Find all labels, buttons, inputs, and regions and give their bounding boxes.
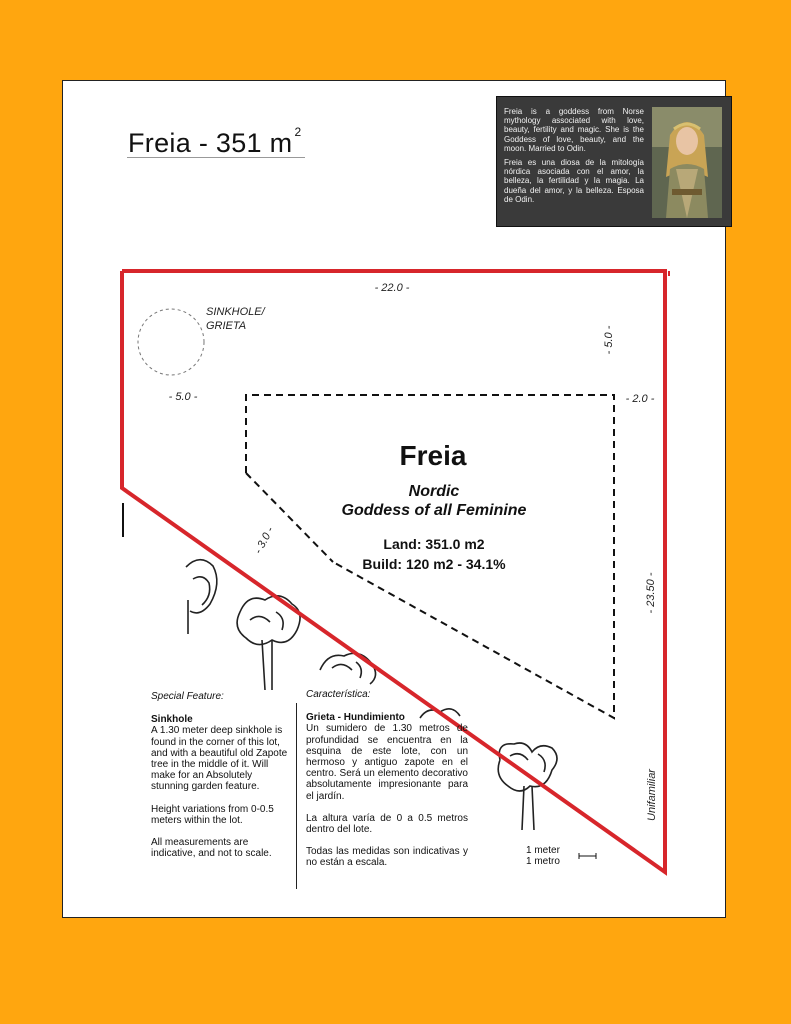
title-superscript: 2 [294,125,302,139]
title-text: Freia - 351 m [128,128,293,158]
notes-en-p3: All measurements are indicative, and not to scale. [151,837,272,860]
right-offset-label: - 2.0 - [625,393,655,405]
notes-en-p1: A 1.30 meter deep sinkhole is found in the corner of this lot, and with a beautiful old Zapote tree in the middle of it. Will make for an Absolutely stunning garden feature. [151,725,288,793]
sinkhole-circle [138,309,204,375]
scale-label [526,845,560,867]
notes-es-p2: La altura varía de 0 a 0.5 metros dentro del lote. [306,812,468,836]
info-text-es: Freia es una diosa de la mitología nórdica asociada con el amor, la belleza, la fertilidad y la magia. La dueña del amor, y la belleza. Esposa de Odin. [504,158,644,204]
land-area: Land: 351.0 m2 [383,536,485,552]
scale-label-en: 1 meter [526,845,560,856]
right-dimension-label: - 23.50 - [645,572,657,614]
notes-es-p1: Un sumidero de 1.30 metros de profundidad se encuentra en la esquina de este lote, con un hermoso y antiguo zapote en el centro. Será un elemento decorativo absolutamente impresionante para el jardín. [306,723,468,802]
info-text-en: Freia is a goddess from Norse mythology associated with love, beauty, fertility and magic. She is the Goddess of love, beauty, and the moon. Married to Odin. [504,107,644,153]
tree-sketch-2 [237,596,300,690]
notes-en-subheading: Sinkhole [151,714,193,726]
top-dimension-label: - 22.0 - [374,282,410,294]
notes-en-heading: Special Feature: [151,691,224,702]
build-area: Build: 120 m2 - 34.1% [362,556,506,572]
notes-spanish [306,689,468,880]
house-subtitle-2: Goddess of all Feminine [341,502,527,519]
left-offset-label: - 5.0 - [168,391,198,403]
notes-en-p2: Height variations from 0-0.5 meters within the lot. [151,803,274,826]
notes-english [151,691,291,870]
side-label: Unifamiliar [646,769,658,821]
notes-es-heading: Característica: [306,689,371,700]
sinkhole-label-2: GRIETA [206,320,247,332]
house-subtitle-1: Nordic [408,483,460,500]
right-top-offset-label: - 5.0 - [603,325,615,355]
scale-label-es: 1 metro [526,856,560,867]
diagonal-offset-label: - 3.0 - [252,525,277,557]
notes-es-subheading: Grieta - Hundimiento [306,712,405,724]
tree-sketch-5 [498,743,557,830]
house-name: Freia [399,440,467,471]
tree-sketch-3 [320,653,376,684]
notes-es-p3: Todas las medidas son indicativas y no están a escala. [306,846,468,869]
tree-sketch-1 [186,560,217,634]
sinkhole-label-1: SINKHOLE/ [206,306,265,318]
notes-divider [296,703,297,889]
